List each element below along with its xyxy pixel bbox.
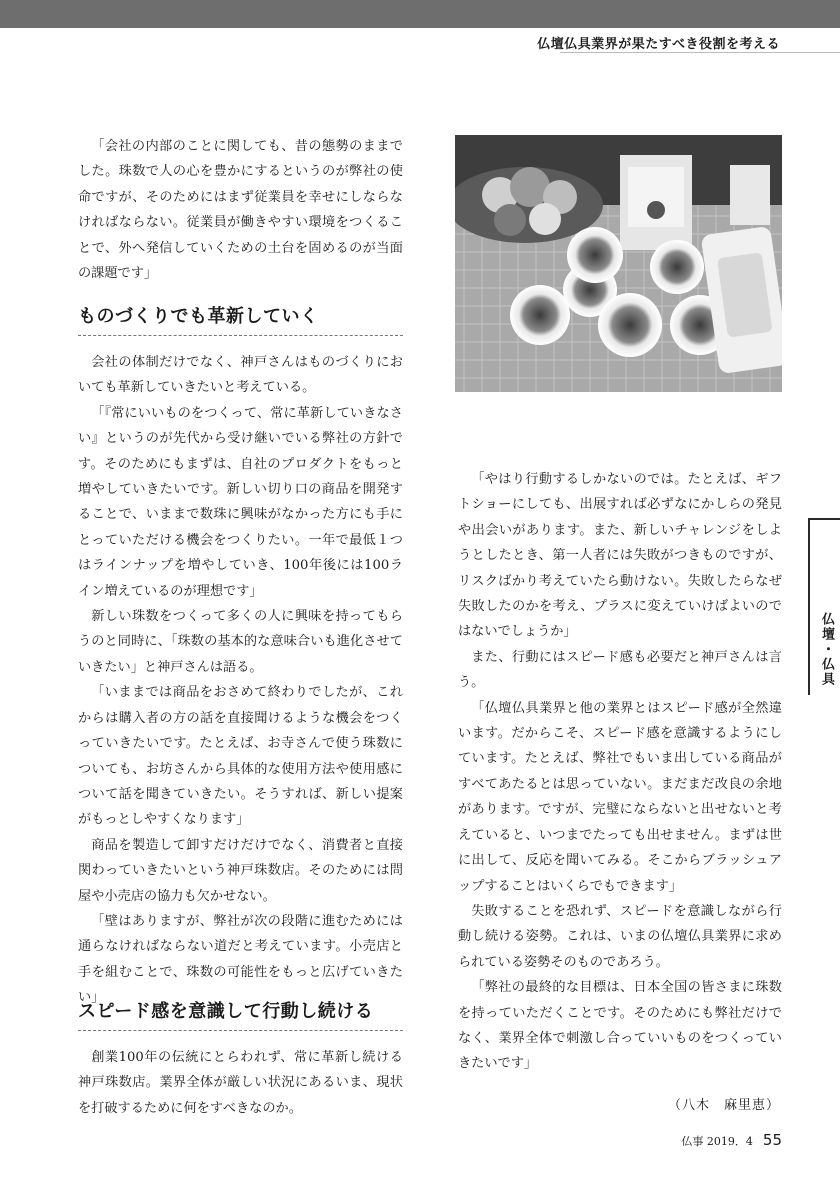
- page-number: 55: [762, 1131, 782, 1149]
- header-rule: [560, 52, 840, 53]
- paragraph: 商品を製造して卸すだけだけでなく、消費者と直接関わっていきたいという神戸珠数店。そのためには問屋や小売店の協力も欠かせない。: [78, 837, 403, 904]
- paragraph: 新しい珠数をつくって多くの人に興味を持ってもらうのと同時に、「珠数の基本的な意味合いも進化させていきたい」と神戸さんは語る。: [78, 609, 403, 675]
- photo-illustration: [455, 135, 782, 392]
- paragraph: 「弊社の最終的な目標は、日本全国の皆さまに珠数を持っていただくことです。そのためにも弊社だけでなく、業界全体で刺激し合っていいものをつくっていきたいです」: [458, 980, 782, 1072]
- paragraph: 「やはり行動するしかないのでは。たとえば、ギフトショーにしても、出展すれば必ずなにかしらの発見や出会いがあります。また、新しいチャレンジをしようとしたとき、第一人者には失敗がつきものですが、リスクばかり考えていたら動けない。失敗したらなぜ失敗したのかを考え、プラスに変えていけばよいのではないでしょうか」: [458, 472, 782, 640]
- left-section1: [78, 350, 403, 1011]
- product-photo: [455, 135, 782, 392]
- paragraph: 失敗することを恐れず、スピードを意識しながら行動し続ける姿勢。これは、いまの仏壇仏具業界に求められている姿勢そのものであろう。: [458, 903, 782, 970]
- paragraph: 創業100年の伝統にとらわれず、常に革新し続ける神戸珠数店。業界全体が厳しい状況にあるいま、現状を打破するために何をすべきなのか。: [78, 1050, 403, 1116]
- top-bar: [0, 0, 840, 28]
- paragraph: 会社の体制だけでなく、神戸さんはものづくりにおいても革新していきたいと考えている。: [78, 355, 403, 396]
- paragraph: 「『常にいいものをつくって、常に革新していきなさい』というのが先代から受け継いでいる弊社の方針です。そのためにもまずは、自社のプロダクトをもっと増やしていきたいです。新しい切り口の商品を開発することで、いままで数珠に興味がなかった方にも手にとっていただける機会をつくりたい。一年で最低１つはラインナップを増やしていき、100年後には100ライン増えているのが理想です」: [78, 405, 403, 599]
- paragraph: 「会社の内部のことに関しても、昔の態勢のままでした。珠数で人の心を豊かにするというのが弊社の使命ですが、そのためにはまず従業員を幸せにしならなければならない。従業員が働きやすい環境をつくることで、外へ発信していくための土台を固めるのが当面の課題です」: [78, 139, 403, 282]
- byline: （八木 麻里恵）: [667, 1098, 780, 1113]
- paragraph: 「壁はありますが、弊社が次の段階に進むためには通らなければならない道だと考えています。小売店と手を組むことで、珠数の可能性をもっと広げていきたい」: [78, 913, 403, 1006]
- paragraph: また、行動にはスピード感も必要だと神戸さんは言う。: [458, 649, 782, 691]
- paragraph: 「仏壇仏具業界と他の業界とはスピード感が全然違います。だからこそ、スピード感を意識するようにしています。たとえば、弊社でもいま出している商品がすべてあたるとは思っていない。まだまだ改良の余地があります。ですが、完璧にならないと出せないと考えていると、いつまでたっても出せません。まずは世に出して、反応を聞いてみる。そこからブラッシュアップすることはいくらでもできます」: [458, 700, 782, 894]
- section-heading-speed: スピード感を意識して行動し続ける: [78, 998, 403, 1031]
- section-heading-monozukuri: ものづくりでも革新していく: [78, 303, 403, 336]
- paragraph: 「いままでは商品をおさめて終わりでしたが、これからは購入者の方の話を直接聞けるような機会をつくっていきたいです。たとえば、お寺さんで使う珠数についても、お坊さんから具体的な使用方法や使用感について話を聞きていきたい。そうすれば、新しい提案がもっとしやすくなります」: [78, 685, 403, 828]
- left-intro: [78, 134, 403, 286]
- issue-label: 仏事 2019．4: [681, 1135, 753, 1148]
- running-header: 仏壇仏具業界が果たすべき役割を考える: [537, 37, 780, 52]
- right-column: [458, 467, 782, 1077]
- side-tab-label: 仏壇・仏具: [819, 612, 834, 687]
- left-section2: [78, 1045, 403, 1121]
- footer: [681, 1131, 782, 1149]
